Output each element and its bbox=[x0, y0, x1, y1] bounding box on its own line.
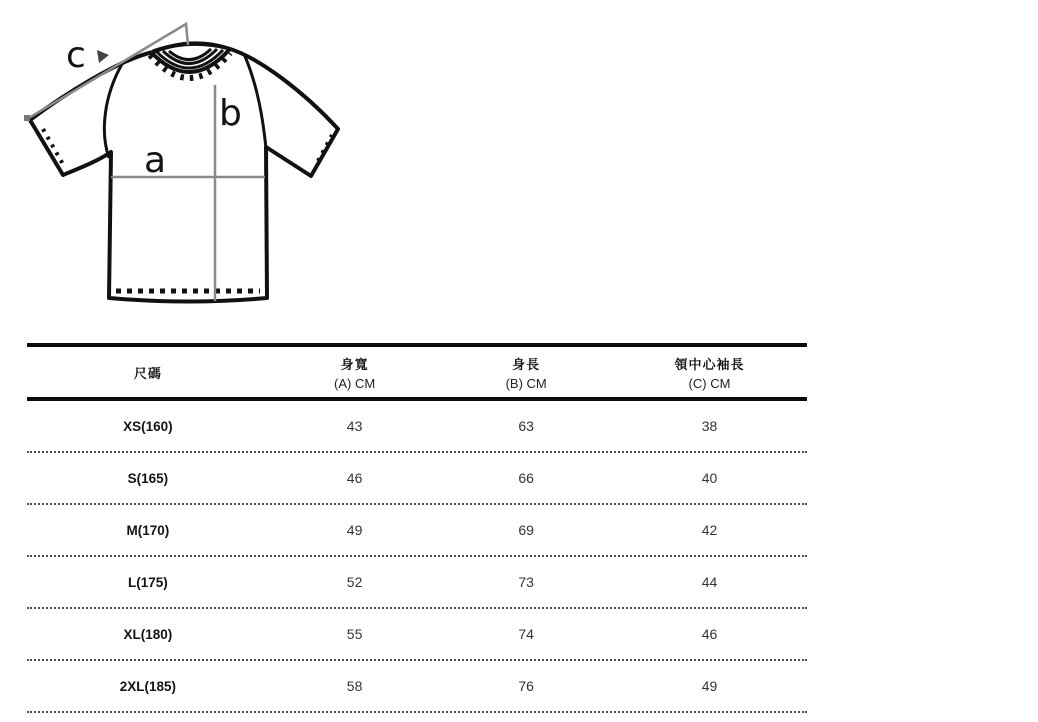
value-cell-c: 40 bbox=[701, 470, 718, 486]
measurement-label-b: b bbox=[219, 93, 242, 134]
value-cell-a: 58 bbox=[346, 678, 363, 694]
value-cell-a: 46 bbox=[346, 470, 363, 486]
col-header-body-length bbox=[440, 354, 612, 391]
col-header-size bbox=[27, 363, 269, 382]
dimension-line-c-arrowhead bbox=[97, 50, 109, 63]
table-row-xl bbox=[27, 609, 807, 661]
size-table bbox=[27, 343, 807, 713]
col-header-sleeve-length bbox=[612, 354, 807, 391]
size-table-header bbox=[27, 343, 807, 401]
value-cell-c: 38 bbox=[701, 418, 718, 434]
col-header-body-width bbox=[269, 354, 441, 391]
col-header-body-length-zh: 身長 bbox=[512, 356, 541, 372]
value-cell-b: 63 bbox=[518, 418, 534, 434]
table-row-s bbox=[27, 453, 807, 505]
value-cell-a: 52 bbox=[346, 574, 363, 590]
size-cell: S(165) bbox=[127, 470, 169, 486]
measurement-label-c: c bbox=[66, 35, 86, 76]
shirt-outline bbox=[30, 43, 338, 301]
size-cell: XS(160) bbox=[123, 418, 173, 434]
size-cell: XL(180) bbox=[123, 626, 173, 642]
value-cell-b: 76 bbox=[518, 678, 534, 694]
value-cell-a: 49 bbox=[346, 522, 363, 538]
col-header-sleeve-length-zh: 領中心袖長 bbox=[674, 356, 745, 372]
value-cell-a: 43 bbox=[346, 418, 363, 434]
value-cell-c: 44 bbox=[701, 574, 718, 590]
col-header-body-width-zh: 身寬 bbox=[340, 356, 369, 372]
table-row-l bbox=[27, 557, 807, 609]
col-header-body-width-unit: (A) CM bbox=[334, 375, 376, 391]
measurement-label-a: a bbox=[144, 140, 167, 181]
value-cell-b: 73 bbox=[518, 574, 534, 590]
table-row-xs bbox=[27, 401, 807, 453]
size-cell: 2XL(185) bbox=[119, 678, 177, 694]
tshirt-diagram-svg bbox=[0, 0, 400, 335]
value-cell-b: 74 bbox=[518, 626, 534, 642]
value-cell-a: 55 bbox=[346, 626, 363, 642]
value-cell-c: 49 bbox=[701, 678, 718, 694]
table-row-2xl bbox=[27, 661, 807, 713]
size-cell: L(175) bbox=[128, 574, 168, 590]
col-header-sleeve-length-unit: (C) CM bbox=[688, 375, 731, 391]
value-cell-b: 66 bbox=[518, 470, 534, 486]
col-header-body-length-unit: (B) CM bbox=[505, 375, 547, 391]
tshirt-measurement-diagram bbox=[0, 0, 400, 335]
value-cell-c: 42 bbox=[701, 522, 718, 538]
value-cell-b: 69 bbox=[518, 522, 534, 538]
value-cell-c: 46 bbox=[701, 626, 718, 642]
dimension-line-c-end-tick bbox=[24, 115, 30, 121]
size-cell: M(170) bbox=[126, 522, 170, 538]
col-header-size-label: 尺碼 bbox=[133, 365, 162, 381]
table-row-m bbox=[27, 505, 807, 557]
